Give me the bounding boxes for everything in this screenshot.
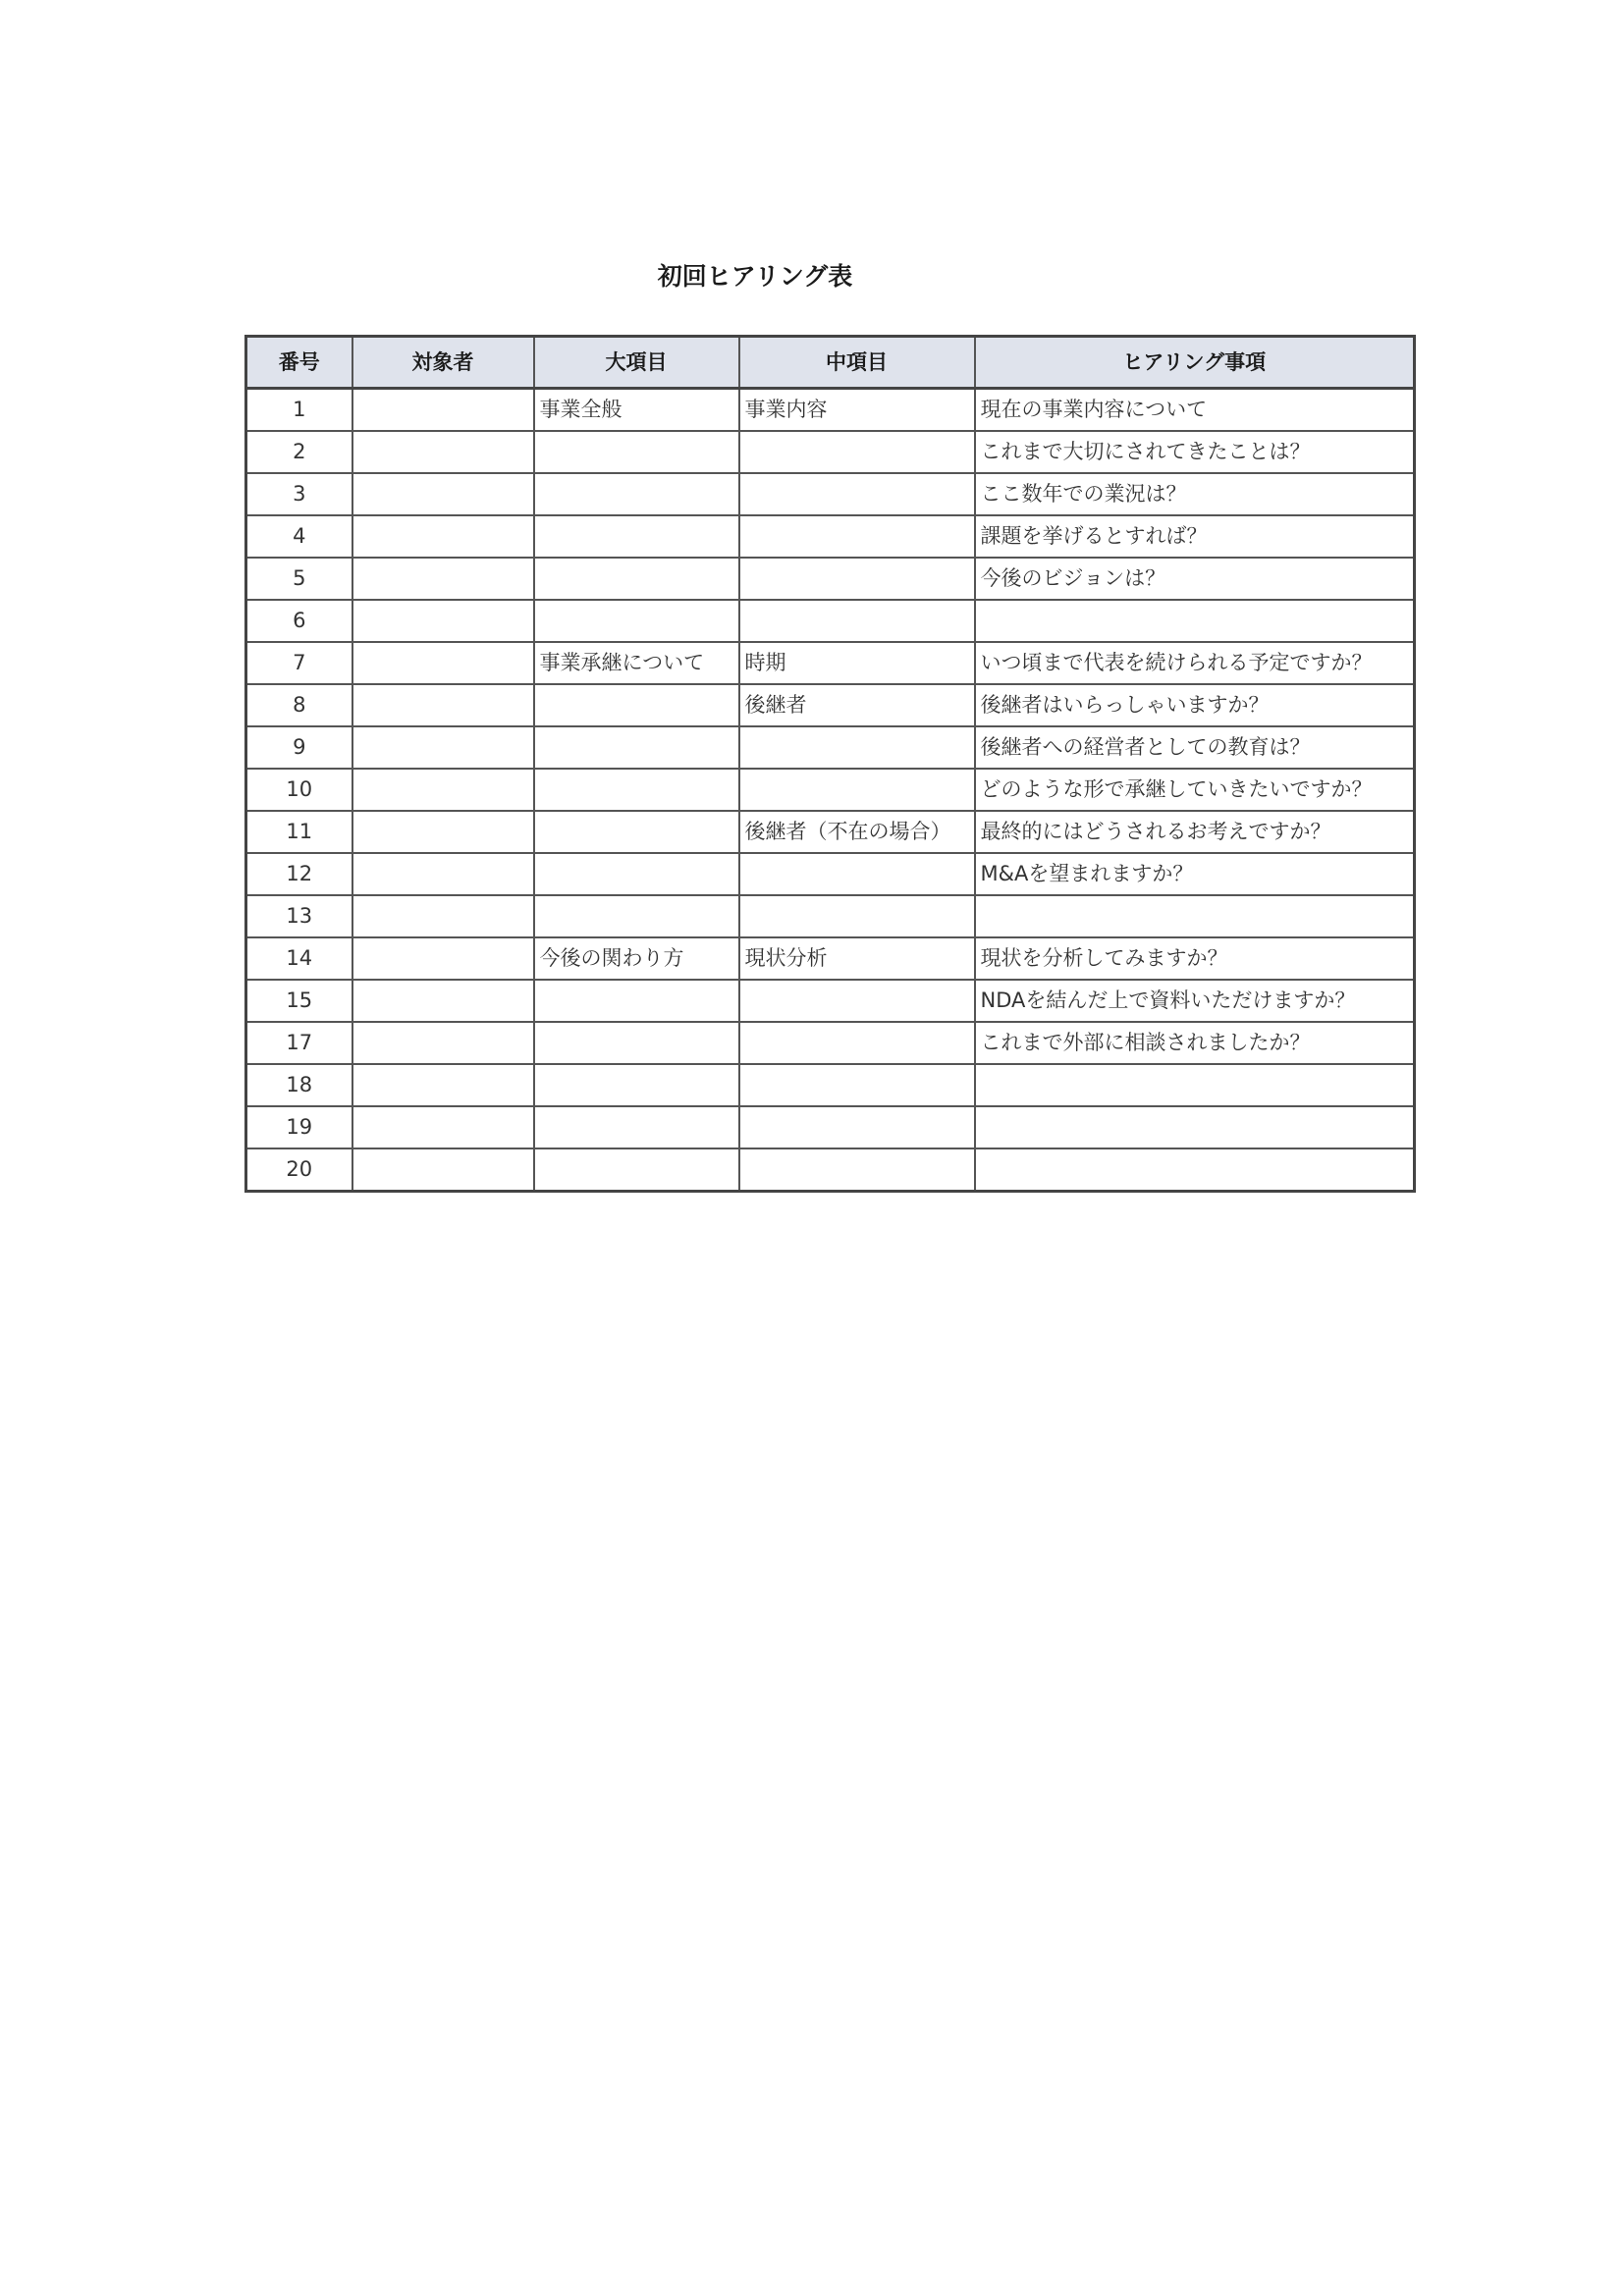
cell-number: 10 (246, 769, 352, 811)
cell-middle-item (739, 1148, 975, 1192)
cell-middle-item (739, 473, 975, 515)
cell-middle-item (739, 515, 975, 558)
table-row (246, 473, 1415, 515)
cell-middle-item (739, 600, 975, 642)
cell-target (352, 473, 534, 515)
cell-hearing-item: NDAを結んだ上で資料いただけますか？ (975, 980, 1415, 1022)
cell-number: 7 (246, 642, 352, 684)
cell-hearing-item (975, 895, 1415, 937)
cell-hearing-item: 後継者への経営者としての教育は？ (975, 726, 1415, 769)
cell-major-item (534, 558, 739, 600)
cell-target (352, 1106, 534, 1148)
header-middle-item: 中項目 (739, 337, 975, 389)
header-hearing-item: ヒアリング事項 (975, 337, 1415, 389)
header-major-item: 大項目 (534, 337, 739, 389)
hearing-table (244, 335, 1416, 1193)
cell-target (352, 980, 534, 1022)
table-row (246, 726, 1415, 769)
cell-target (352, 937, 534, 980)
cell-major-item (534, 811, 739, 853)
cell-middle-item (739, 895, 975, 937)
cell-major-item (534, 1064, 739, 1106)
table-row (246, 937, 1415, 980)
cell-target (352, 726, 534, 769)
table-row (246, 515, 1415, 558)
cell-middle-item: 現状分析 (739, 937, 975, 980)
cell-number: 8 (246, 684, 352, 726)
cell-target (352, 558, 534, 600)
cell-number: 15 (246, 980, 352, 1022)
cell-target (352, 515, 534, 558)
cell-target (352, 642, 534, 684)
cell-major-item (534, 473, 739, 515)
cell-number: 17 (246, 1022, 352, 1064)
cell-number: 13 (246, 895, 352, 937)
cell-major-item (534, 895, 739, 937)
cell-number: 20 (246, 1148, 352, 1192)
cell-middle-item (739, 1022, 975, 1064)
cell-target (352, 1022, 534, 1064)
cell-major-item (534, 769, 739, 811)
table-header-row (246, 337, 1415, 389)
cell-hearing-item: 最終的にはどうされるお考えですか？ (975, 811, 1415, 853)
cell-middle-item: 後継者 (739, 684, 975, 726)
cell-middle-item (739, 1106, 975, 1148)
cell-target (352, 811, 534, 853)
header-number: 番号 (246, 337, 352, 389)
cell-hearing-item (975, 1106, 1415, 1148)
cell-target (352, 389, 534, 432)
header-target: 対象者 (352, 337, 534, 389)
cell-middle-item (739, 726, 975, 769)
cell-target (352, 431, 534, 473)
cell-number: 6 (246, 600, 352, 642)
cell-number: 1 (246, 389, 352, 432)
cell-number: 4 (246, 515, 352, 558)
table-row (246, 980, 1415, 1022)
table-row (246, 1106, 1415, 1148)
table-row (246, 853, 1415, 895)
cell-number: 3 (246, 473, 352, 515)
cell-major-item (534, 853, 739, 895)
cell-middle-item: 事業内容 (739, 389, 975, 432)
cell-hearing-item (975, 600, 1415, 642)
cell-major-item (534, 1106, 739, 1148)
cell-target (352, 853, 534, 895)
cell-hearing-item: 後継者はいらっしゃいますか？ (975, 684, 1415, 726)
cell-major-item: 事業承継について (534, 642, 739, 684)
cell-number: 18 (246, 1064, 352, 1106)
table-row (246, 1148, 1415, 1192)
cell-hearing-item: いつ頃まで代表を続けられる予定ですか？ (975, 642, 1415, 684)
cell-major-item: 今後の関わり方 (534, 937, 739, 980)
cell-middle-item (739, 980, 975, 1022)
cell-major-item (534, 515, 739, 558)
table-row (246, 1064, 1415, 1106)
cell-middle-item: 後継者（不在の場合） (739, 811, 975, 853)
cell-middle-item (739, 558, 975, 600)
cell-target (352, 1148, 534, 1192)
page-title: 初回ヒアリング表 (657, 262, 853, 291)
cell-major-item (534, 431, 739, 473)
cell-number: 11 (246, 811, 352, 853)
cell-major-item (534, 1148, 739, 1192)
cell-major-item: 事業全般 (534, 389, 739, 432)
cell-middle-item (739, 1064, 975, 1106)
cell-hearing-item: これまで外部に相談されましたか？ (975, 1022, 1415, 1064)
cell-hearing-item: 課題を挙げるとすれば？ (975, 515, 1415, 558)
cell-hearing-item: 現状を分析してみますか？ (975, 937, 1415, 980)
cell-target (352, 1064, 534, 1106)
cell-middle-item: 時期 (739, 642, 975, 684)
cell-major-item (534, 600, 739, 642)
table-row (246, 684, 1415, 726)
table-row (246, 642, 1415, 684)
table-row (246, 769, 1415, 811)
cell-hearing-item: 今後のビジョンは？ (975, 558, 1415, 600)
cell-hearing-item (975, 1148, 1415, 1192)
cell-target (352, 600, 534, 642)
cell-target (352, 895, 534, 937)
cell-hearing-item: どのような形で承継していきたいですか？ (975, 769, 1415, 811)
cell-target (352, 684, 534, 726)
cell-hearing-item: ここ数年での業況は？ (975, 473, 1415, 515)
table-row (246, 600, 1415, 642)
table-row (246, 895, 1415, 937)
table-row (246, 431, 1415, 473)
cell-number: 14 (246, 937, 352, 980)
cell-major-item (534, 1022, 739, 1064)
cell-major-item (534, 684, 739, 726)
cell-number: 2 (246, 431, 352, 473)
cell-middle-item (739, 853, 975, 895)
cell-middle-item (739, 769, 975, 811)
cell-number: 9 (246, 726, 352, 769)
cell-number: 19 (246, 1106, 352, 1148)
table-row (246, 389, 1415, 432)
cell-hearing-item: M&Aを望まれますか？ (975, 853, 1415, 895)
cell-middle-item (739, 431, 975, 473)
cell-major-item (534, 980, 739, 1022)
cell-number: 5 (246, 558, 352, 600)
cell-target (352, 769, 534, 811)
table-row (246, 558, 1415, 600)
cell-hearing-item (975, 1064, 1415, 1106)
cell-hearing-item: 現在の事業内容について (975, 389, 1415, 432)
cell-number: 12 (246, 853, 352, 895)
cell-hearing-item: これまで大切にされてきたことは？ (975, 431, 1415, 473)
table-row (246, 811, 1415, 853)
cell-major-item (534, 726, 739, 769)
table-row (246, 1022, 1415, 1064)
